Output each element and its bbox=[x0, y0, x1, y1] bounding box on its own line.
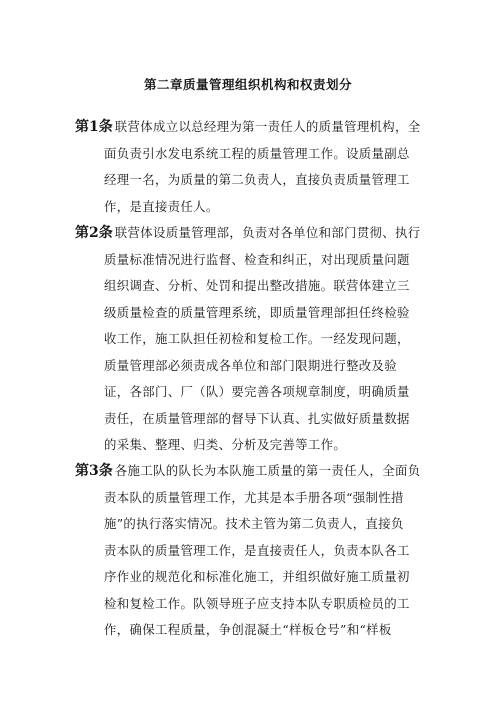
article-2-line-6: 质量管理部必须责成各单位和部门限期进行整改及验 bbox=[104, 357, 398, 373]
article-1 bbox=[75, 116, 427, 222]
article-2-text-line-1: 联营体设质量管理部，负责对各单位和部门贯彻、执行 bbox=[114, 225, 421, 240]
article-2-line-7: 证，各部门、厂（队）要完善各项规章制度，明确质量 bbox=[104, 384, 410, 399]
article-1-text-line-1: 联营体成立以总经理为第一责任人的质量管理机构，全 bbox=[114, 119, 421, 134]
article-3-line-2: 责本队的质量管理工作，尤其是本手册各项“强制性措 bbox=[104, 489, 404, 505]
article-3-line-1 bbox=[75, 460, 427, 487]
article-1-line-2: 面负责引水发电系统工程的质量管理工作。设质量副总 bbox=[104, 145, 410, 161]
article-3-line-5: 序作业的规范化和标准化施工，并组织做好施工质量初 bbox=[104, 569, 410, 584]
chapter-title: 第二章质量管理组织机构和权责划分 bbox=[143, 77, 352, 92]
article-1-line-3: 经理一名，为质量的第二负责人，直接负责质量管理工 bbox=[104, 172, 410, 187]
article-2-number: 第2条 bbox=[75, 225, 113, 241]
article-2-line-5: 收工作，施工队担任初检和复检工作。一经发现问题， bbox=[104, 331, 410, 346]
article-2-line-9: 的采集、整理、归类、分析及完善等工作。 bbox=[104, 437, 347, 452]
article-3-line-7: 作，确保工程质量，争创混凝土“样板仓号”和“样板 bbox=[104, 622, 392, 637]
article-2-line-3: 组织调查、分析、处罚和提出整改措施。联营体建立三 bbox=[104, 278, 410, 293]
article-1-line-1 bbox=[75, 116, 427, 143]
article-2 bbox=[75, 222, 427, 461]
article-3-text-line-1: 各施工队的队长为本队施工质量的第一责任人，全面负 bbox=[114, 463, 421, 478]
article-1-number: 第1条 bbox=[75, 119, 113, 135]
article-3-line-3: 施”的执行落实情况。技术主管为第二负责人，直接负 bbox=[104, 516, 404, 531]
article-3-line-6: 检和复检工作。队领导班子应支持本队专职质检员的工 bbox=[104, 595, 410, 611]
article-3-number: 第3条 bbox=[75, 463, 113, 479]
article-2-line-8: 责任，在质量管理部的督导下认真、扎实做好质量数据 bbox=[104, 410, 410, 426]
article-1-line-4: 作，是直接责任人。 bbox=[104, 198, 219, 214]
article-2-line-1 bbox=[75, 222, 427, 249]
article-3 bbox=[75, 460, 427, 646]
article-2-line-4: 级质量检查的质量管理系统，即质量管理部担任终检验 bbox=[104, 304, 410, 320]
article-3-line-4: 责本队的质量管理工作，是直接责任人，负责本队各工 bbox=[104, 542, 410, 558]
article-2-line-2: 质量标准情况进行监督、检查和纠正，对出现质量问题 bbox=[104, 251, 410, 267]
